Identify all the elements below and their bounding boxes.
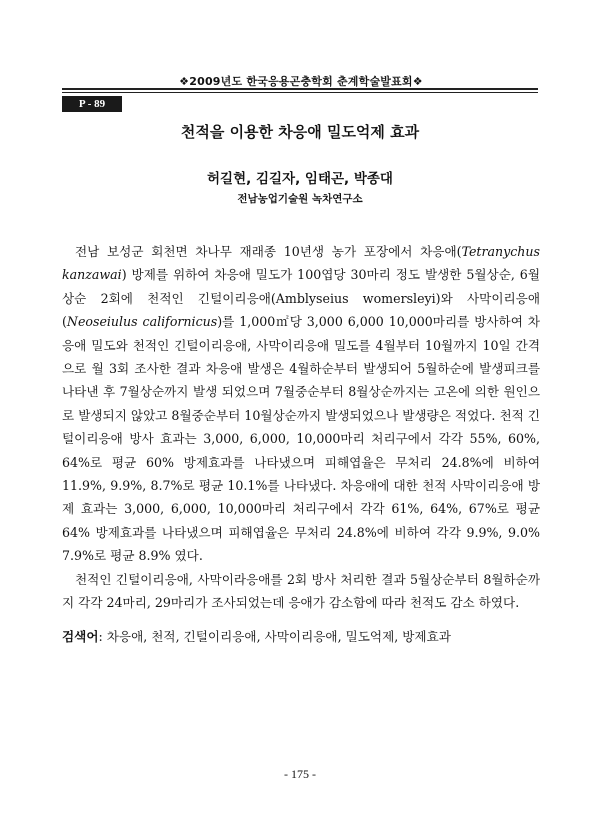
- paper-affiliation: 전남농업기술원 녹차연구소: [237, 193, 363, 205]
- abstract-body: [62, 240, 540, 615]
- conference-header: ❖2009년도 한국응용곤충학회 춘계학술발표회❖: [179, 75, 423, 88]
- header-rule-thin: [62, 92, 538, 93]
- abstract-paragraph-2: 천적인 긴털이리응애, 사막이라응애를 2회 방사 처리한 결과 5월상순부터 8월하순까지 각각 24마리, 29마리가 조사되었는데 응애가 감소함에 따라 천적도 감소 하였다.: [62, 571, 540, 611]
- p1-text-a: 전남 보성군 회천면 차나무 재래종 10년생 농가 포장에서 차응애(: [75, 244, 462, 259]
- page-number: - 175 -: [284, 767, 316, 781]
- keywords-line: [62, 627, 540, 647]
- poster-number-badge: P - 89: [62, 96, 122, 112]
- keywords-label: 검색어: [62, 629, 99, 644]
- paper-authors: 허길현, 김길자, 임태곤, 박종대: [207, 171, 393, 187]
- species-name-tetranychus: Tetranychus kanzawai: [62, 244, 540, 283]
- p1-text-c: )를 1,000㎡당 3,000 6,000 10,000마리를 방사하여 차응애 밀도와 천적인 긴털이리응애, 사막이리응애 밀도를 4월부터 10월까지 10일 간격으로 월 3회 조사한 결과 차응애 발생은 4월하순부터 발생되어 5월하순에 발생피크를 나타낸 후 7월상순까지 발생 되었으며 7월중순부터 8월상순까지는 고온에 의한 원인으로 발생되지 않았고 8월중순부터 10월상순까지 발생되었으나 발생량은 적었다. 천적 긴털이리응애 방사 효과는 3,000, 6,000, 10,000마리 처리구에서 각각 55%, 60%, 64%로 평균 60% 방제효과를 나타냈으며 피해엽율은 무처리 24.8%에 비하여 11.9%, 9.9%, 8.7%로 평균 10.1%를 나타냈다. 차응애에 대한 천적 사막이리응애 방제 효과는 3,000, 6,000, 10,000마리 처리구에서 각각 61%, 64%, 67%로 평균 64% 방제효과를 나타냈으며 피해엽율은 무처리 24.8%에 비하여 각각 9.9%, 9.0% 7.9%로 평균 8.9% 였다.: [62, 314, 540, 564]
- species-name-neoseiulus: Neoseiulus californicus: [66, 314, 218, 330]
- p1-text-b: ) 방제를 위하여 차응애 밀도가 100엽당 30마리 정도 발생한 5월상순, 6월상순 2회에 천적인 긴털이리응애(Amblyseius womersleyi)와 사막이리응애(: [62, 267, 540, 330]
- keywords-list: : 차응애, 천적, 긴털이리응애, 사막이리응애, 밀도억제, 방제효과: [98, 629, 451, 644]
- abstract-paragraph-1: [62, 240, 540, 568]
- header-rule-thick: [62, 88, 538, 90]
- paper-title: 천적을 이용한 차응애 밀도억제 효과: [180, 123, 420, 141]
